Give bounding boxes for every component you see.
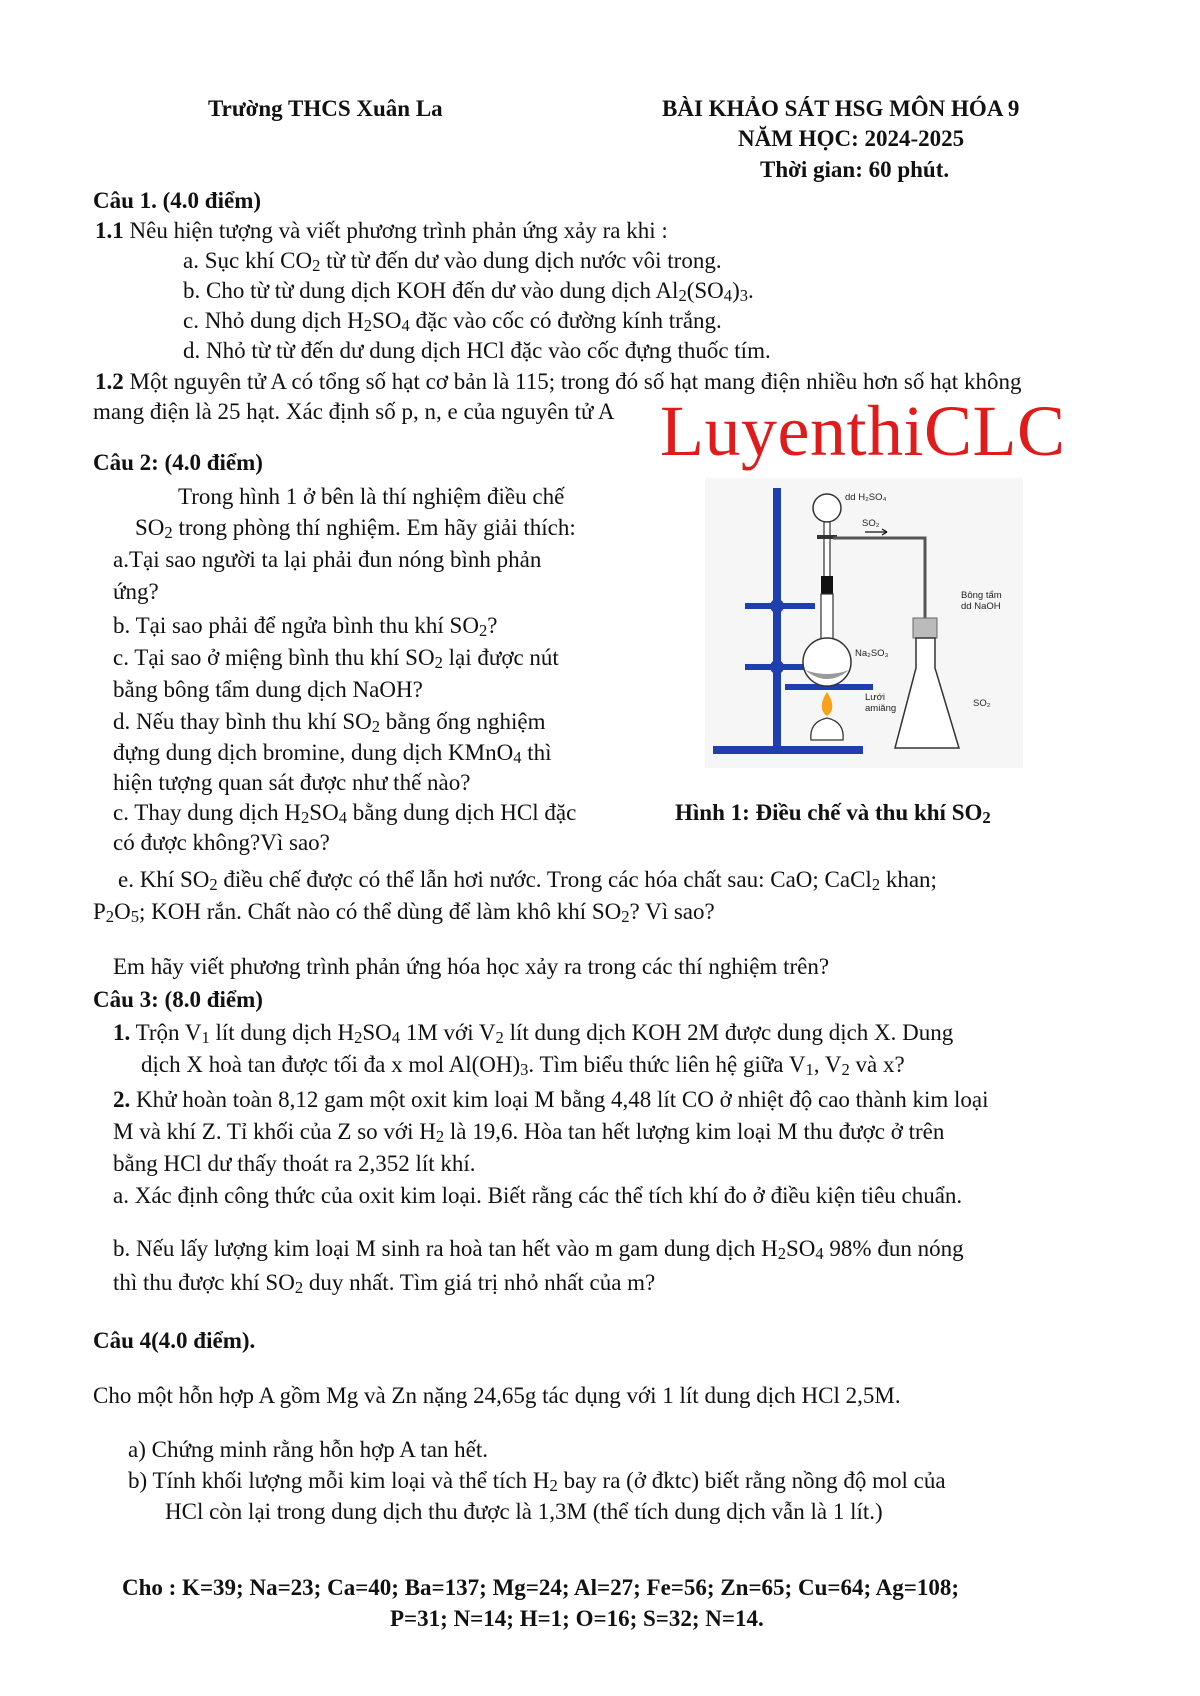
q1-item-a: a. Sục khí $CO_2$ từ từ đến dư vào dung dịch nước vôi trong. [183, 248, 722, 275]
exam-time: Thời gian: 60 phút. [760, 157, 950, 182]
atomic-masses-line2: P=31; N=14; H=1; O=16; S=32; N=14. [390, 1606, 764, 1631]
q3-part1-line1: 1. Trộn $V_1$ lít dung dịch $H_2SO_4$ 1M với $V_2$ lít dung dịch KOH 2M được dung dịch X. Dung [113, 1020, 954, 1047]
q1-part2-line2: mang điện là 25 hạt. Xác định số p, n, e của nguyên tử A [93, 399, 615, 424]
q2-heading: Câu 2: (4.0 điểm) [93, 450, 263, 475]
q2-intro-line2: $SO_2$ trong phòng thí nghiệm. Em hãy giải thích: [135, 515, 576, 542]
funnel-stem [824, 522, 830, 582]
q3-heading: Câu 3: (8.0 điểm) [93, 987, 263, 1012]
label-flask-gas: SO₂ [973, 698, 991, 709]
label-gauze-1: Lưới [865, 692, 885, 703]
q2-item-e-line2: $P_2O_5$; KOH rắn. Chất nào có thể dùng để làm khô khí $SO_2$? Vì sao? [93, 899, 715, 926]
q3-item-a: a. Xác định công thức của oxit kim loại. Biết rằng các thể tích khí đo ở điều kiện tiêu chuẩn. [113, 1183, 963, 1208]
label-gas-arrow: SO₂ [862, 518, 880, 529]
q2-item-e-line1: e. Khí $SO_2$ điều chế được có thể lẫn hơi nước. Trong các hóa chất sau: CaO; CaCl$_2$ khan; [118, 867, 937, 894]
q2-item-d-line2: đựng dung dịch bromine, dung dịch KMnO$_4$ thì [113, 740, 552, 767]
q3-part2-line1: 2. Khử hoàn toàn 8,12 gam một oxit kim loại M bằng 4,48 lít CO ở nhiệt độ cao thành kim loại [113, 1087, 989, 1112]
clamp-knob-upper [770, 599, 784, 613]
funnel-bulb [813, 494, 841, 522]
q2-item-a-line1: a.Tại sao người ta lại phải đun nóng bình phản [113, 547, 542, 572]
label-acid: dd H₂SO₄ [845, 492, 887, 503]
q2-closing: Em hãy viết phương trình phản ứng hóa học xảy ra trong các thí nghiệm trên? [113, 954, 830, 979]
flask-stopper [821, 576, 833, 594]
label-salt: Na₂SO₃ [855, 648, 889, 659]
q3-item-b-line2: thì thu được khí $SO_2$ duy nhất. Tìm giá trị nhỏ nhất của m? [113, 1270, 656, 1297]
so2-apparatus-figure [705, 478, 1023, 768]
q2-item-d-line1: d. Nếu thay bình thu khí $SO_2$ bằng ống nghiệm [113, 709, 546, 736]
q1-part1: 1.1 Nêu hiện tượng và viết phương trình phản ứng xảy ra khi : [95, 218, 668, 243]
q1-item-c: c. Nhỏ dung dịch $H_2SO_4$ đặc vào cốc có đường kính trắng. [183, 308, 722, 335]
q2-item-d-line3: hiện tượng quan sát được như thế nào? [113, 770, 471, 795]
q4-heading: Câu 4(4.0 điểm). [93, 1328, 256, 1353]
q2-item-c-line2: bằng bông tẩm dung dịch NaOH? [113, 677, 423, 702]
q4-intro: Cho một hỗn hợp A gồm Mg và Zn nặng 24,65g tác dụng với 1 lít dung dịch HCl 2,5M. [93, 1383, 901, 1408]
cotton-plug [913, 618, 937, 638]
q3-part1-line2: dịch X hoà tan được tối đa x mol $Al(OH)_3$. Tìm biểu thức liên hệ giữa $V_1$, $V_2$ và x? [141, 1052, 905, 1079]
watermark: LuyenthiCLC [660, 391, 1066, 471]
q3-part2-line3: bằng HCl dư thấy thoát ra 2,352 lít khí. [113, 1151, 476, 1176]
q1-item-d: d. Nhỏ từ từ đến dư dung dịch HCl đặc vào cốc đựng thuốc tím. [183, 338, 771, 363]
clamp-knob-lower [770, 660, 784, 674]
q3-part2-line2: M và khí Z. Tỉ khối của Z so với $H_2$ là 19,6. Hòa tan hết lượng kim loại M thu được ở trên [113, 1119, 945, 1146]
exam-title: BÀI KHẢO SÁT HSG MÔN HÓA 9 [662, 96, 1020, 121]
q2-item-c2-line1: c. Thay dung dịch $H_2SO_4$ bằng dung dịch HCl đặc [113, 800, 577, 827]
q2-intro-line1: Trong hình 1 ở bên là thí nghiệm điều chế [178, 484, 565, 509]
q1-item-b: b. Cho từ từ dung dịch KOH đến dư vào dung dịch $Al_2(SO_4)_3$. [183, 278, 754, 305]
q2-item-b: b. Tại sao phải để ngửa bình thu khí $SO_2$? [113, 613, 498, 640]
q2-item-a-line2: ứng? [113, 579, 159, 604]
q4-item-b-line2: HCl còn lại trong dung dịch thu được là 1,3M (thể tích dung dịch vẫn là 1 lít.) [165, 1499, 883, 1524]
q2-item-c2-line2: có được không?Vì sao? [113, 830, 330, 855]
figure-caption: Hình 1: Điều chế và thu khí $SO_2$ [675, 800, 991, 827]
q1-heading: Câu 1. (4.0 điểm) [93, 188, 262, 213]
stand-rod [773, 488, 781, 750]
school-year: NĂM HỌC: 2024-2025 [738, 126, 965, 151]
q2-item-c-line1: c. Tại sao ở miệng bình thu khí $SO_2$ lại được nút [113, 645, 559, 672]
q3-item-b-line1: b. Nếu lấy lượng kim loại M sinh ra hoà tan hết vào m gam dung dịch $H_2SO_4$ 98% đun nóng [113, 1236, 964, 1263]
q1-part2-line1: 1.2 Một nguyên tử A có tổng số hạt cơ bản là 115; trong đó số hạt mang điện nhiều hơn số hạt không [95, 369, 1022, 394]
school-name: Trường THCS Xuân La [208, 96, 443, 121]
q4-item-b-line1: b) Tính khối lượng mỗi kim loại và thể tích $H_2$ bay ra (ở đktc) biết rằng nồng độ mol của [128, 1468, 946, 1495]
q4-item-a: a) Chứng minh rằng hỗn hợp A tan hết. [128, 1437, 489, 1462]
stand-base [713, 746, 863, 754]
label-cotton-1: Bông tẩm [961, 590, 1002, 601]
atomic-masses-line1: Cho : K=39; Na=23; Ca=40; Ba=137; Mg=24; Al=27; Fe=56; Zn=65; Cu=64; Ag=108; [122, 1575, 959, 1600]
label-cotton-2: dd NaOH [961, 601, 1001, 612]
label-gauze-2: amiăng [865, 703, 897, 714]
